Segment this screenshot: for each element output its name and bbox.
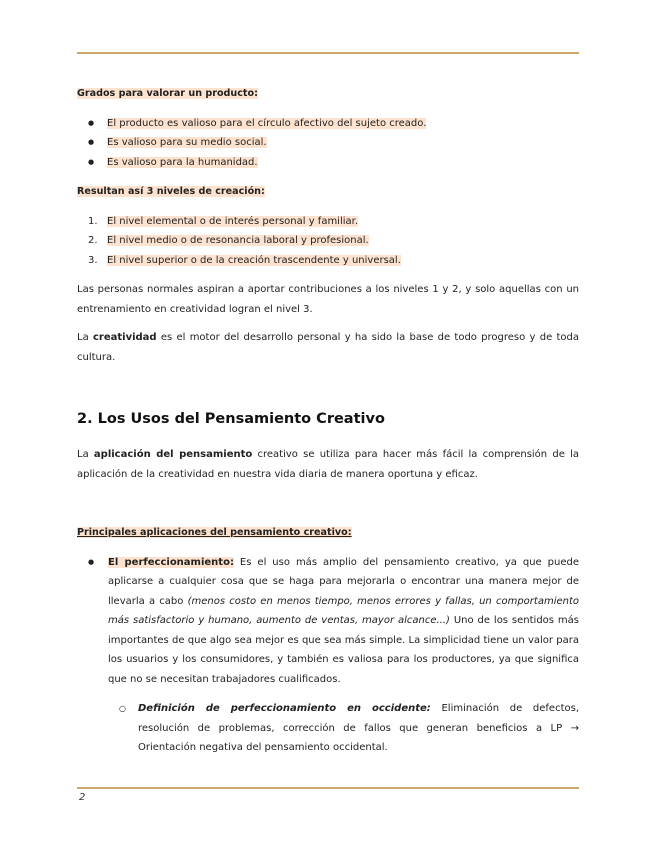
page-number: 2 — [79, 792, 86, 803]
definicion-label: Definición de perfeccionamiento en occidente: — [138, 703, 431, 714]
section-intro: La aplicación del pensamiento creativo se utiliza para hacer más fácil la comprensión de la aplicación de la creatividad en nuestra vida diaria de manera oportuna y eficaz. — [77, 449, 579, 480]
grados-item-2: Es valioso para su medio social. — [107, 137, 267, 148]
footer-rule — [77, 787, 579, 789]
circle-bullet-icon: ○ — [119, 704, 126, 713]
niveles-list — [77, 212, 579, 271]
para-creatividad: La creatividad es el motor del desarrollo personal y ha sido la base de todo progreso y de toda cultura. — [77, 332, 580, 363]
section-title: 2. Los Usos del Pensamiento Creativo — [77, 411, 385, 427]
perfeccionamiento-item: ● El perfeccionamiento: Es el uso más amplio del pensamiento creativo, ya que puede aplicarse a cualquier cosa que se haga para mejorarla o encontrar una manera mejor de llevarla a cabo (menos costo en menos tiempo, menos errores y fallas, un comportamiento más satisfactorio y humano, aumento de ventas, mayor alcance...) Uno de los sentidos más importantes de que algo sea mejor es que sea más simple. La simplicidad tiene un valor para los usuarios y los consumidores, y también es valiosa para los productores, ya que significa que no se necesitan trabajadores cualificados. — [77, 553, 579, 690]
perfeccionamiento-label: El perfeccionamiento: — [108, 556, 234, 568]
header-rule — [77, 52, 579, 54]
grados-heading: Grados para valorar un producto: — [77, 88, 258, 99]
niveles-heading: Resultan así 3 niveles de creación: — [77, 186, 265, 197]
grados-list — [77, 114, 579, 173]
nivel-item-2: El nivel medio o de resonancia laboral y profesional. — [107, 235, 369, 246]
page-content — [77, 84, 579, 758]
nivel-item-3: El nivel superior o de la creación trascendente y universal. — [107, 254, 401, 266]
bullet-icon: ● — [88, 557, 95, 566]
definicion-item: ○ Definición de perfeccionamiento en occidente: Eliminación de defectos, resolución de problemas, corrección de fallos que generan beneficios a LP → Orientación negativa del pensamiento occidental. — [77, 699, 579, 758]
list-item: 3. El nivel superior o de la creación trascendente y universal. — [88, 254, 401, 266]
list-item: 2. El nivel medio o de resonancia laboral y profesional. — [88, 235, 369, 246]
grados-item-1: El producto es valioso para el círculo afectivo del sujeto creado. — [107, 117, 427, 129]
para-personas: Las personas normales aspiran a aportar contribuciones a los niveles 1 y 2, y solo aquellas con un entrenamiento en creatividad logran el nivel 3. — [77, 284, 579, 315]
list-item — [77, 133, 579, 153]
list-item: 1. El nivel elemental o de interés personal y familiar. — [88, 215, 359, 227]
grados-item-3: Es valioso para la humanidad. — [107, 156, 258, 168]
nivel-item-1: El nivel elemental o de interés personal y familiar. — [107, 215, 359, 227]
list-item — [77, 153, 579, 173]
aplicaciones-heading: Principales aplicaciones del pensamiento creativo: — [77, 527, 352, 538]
list-item — [77, 114, 579, 134]
